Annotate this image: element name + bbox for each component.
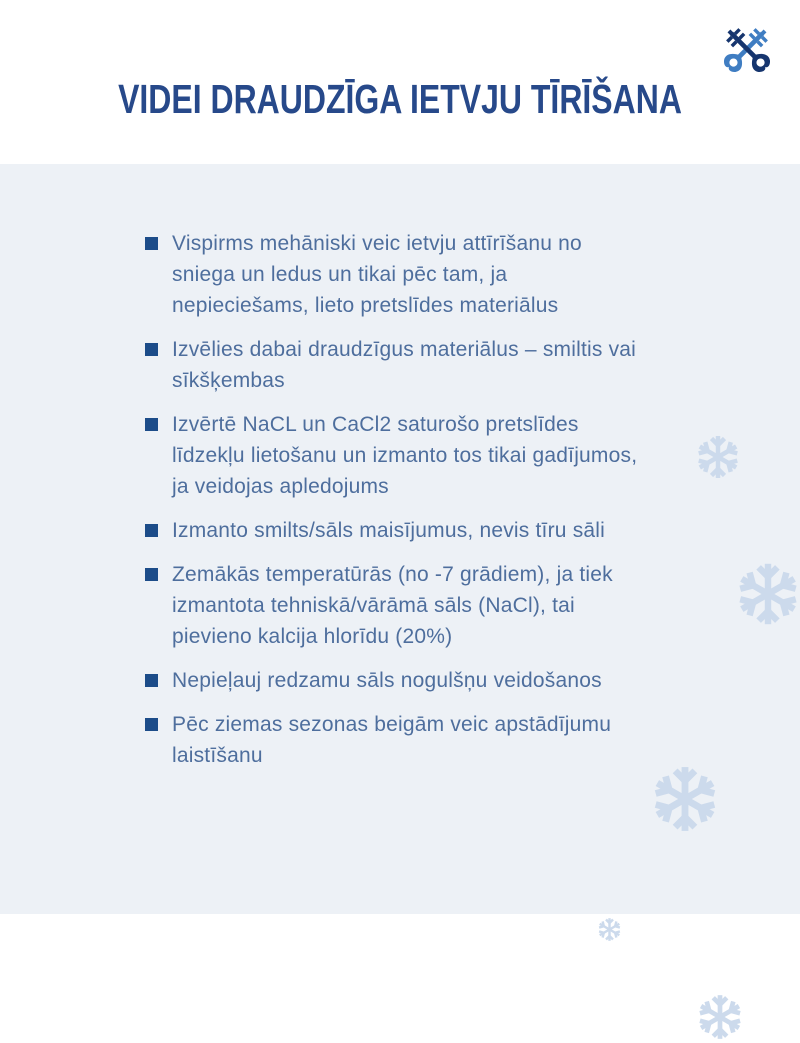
list-item-text: Vispirms mehāniski veic ietvju attīrīšanu no sniega un ledus un tikai pēc tam, ja nepieciešams, lieto pretslīdes materiālus bbox=[172, 232, 582, 317]
list-item bbox=[145, 515, 645, 546]
list-item-text: Pēc ziemas sezonas beigām veic apstādījumu laistīšanu bbox=[172, 713, 612, 767]
list-item-text: Izvērtē NaCL un CaCl2 saturošo pretslīdes līdzekļu lietošanu un izmanto tos tikai gadījumos, ja veidojas apledojums bbox=[172, 413, 638, 498]
guidelines-list bbox=[145, 228, 645, 771]
list-item bbox=[145, 409, 645, 502]
list-item-text: Izmanto smilts/sāls maisījumus, nevis tīru sāli bbox=[172, 519, 606, 542]
square-bullet-icon bbox=[145, 718, 158, 731]
square-bullet-icon bbox=[145, 237, 158, 250]
snowflake-icon bbox=[596, 916, 623, 943]
snowflake-icon bbox=[647, 761, 723, 837]
list-item bbox=[145, 665, 645, 696]
header bbox=[0, 0, 800, 164]
snowflake-icon bbox=[694, 991, 746, 1043]
list-item bbox=[145, 559, 645, 652]
list-item bbox=[145, 228, 645, 321]
crossed-keys-logo bbox=[718, 20, 776, 78]
page-title: VIDEI DRAUDZĪGA IETVJU TĪRĪŠANA bbox=[118, 76, 682, 122]
square-bullet-icon bbox=[145, 524, 158, 537]
snowflake-icon bbox=[693, 432, 743, 482]
square-bullet-icon bbox=[145, 418, 158, 431]
list-item-text: Zemākās temperatūrās (no -7 grādiem), ja tiek izmantota tehniskā/vārāmā sāls (NaCl), tai pievieno kalcija hlorīdu (20%) bbox=[172, 563, 613, 648]
list-item bbox=[145, 709, 645, 771]
list-item-text: Nepieļauj redzamu sāls nogulšņu veidošanos bbox=[172, 669, 602, 692]
snowflake-icon bbox=[732, 558, 800, 630]
square-bullet-icon bbox=[145, 343, 158, 356]
square-bullet-icon bbox=[145, 674, 158, 687]
list-item bbox=[145, 334, 645, 396]
content-panel bbox=[0, 164, 800, 914]
square-bullet-icon bbox=[145, 568, 158, 581]
list-item-text: Izvēlies dabai draudzīgus materiālus – smiltis vai sīkšķembas bbox=[172, 338, 637, 392]
